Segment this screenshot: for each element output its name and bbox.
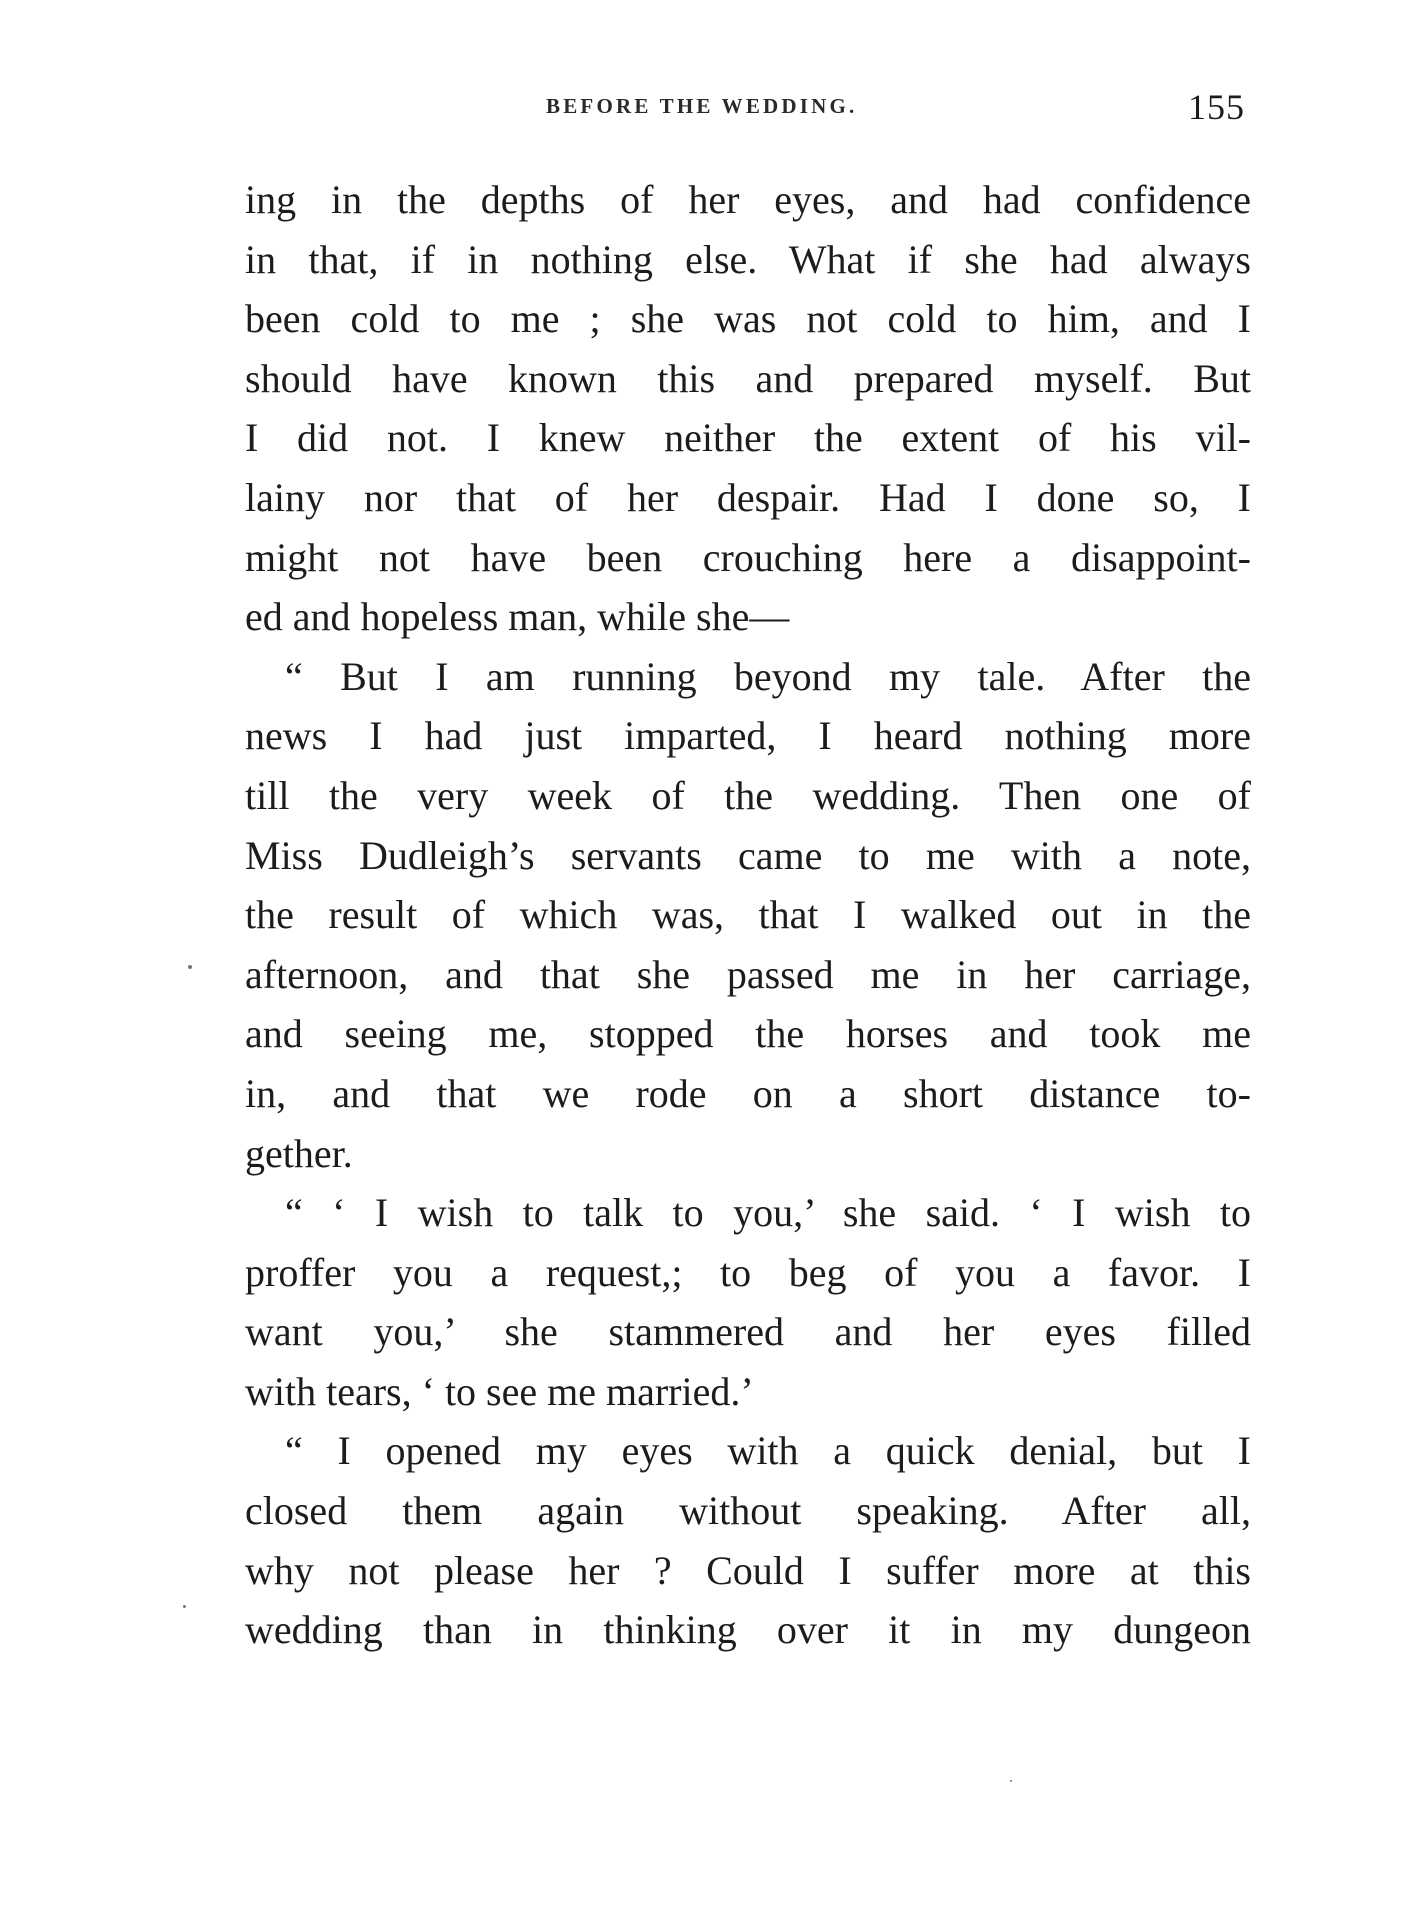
text-line: in, and that we rode on a short distance to- [245,1070,1251,1116]
text-line: “ ‘ I wish to talk to you,’ she said. ‘ I wish to [285,1190,1251,1236]
text-line: want you,’ she stammered and her eyes filled [245,1309,1251,1355]
page-number: 155 [1188,87,1245,127]
text-line: closed them again without speaking. After all, [245,1488,1251,1534]
text-line: gether. [245,1130,353,1176]
text-line: “ I opened my eyes with a quick denial, but I [285,1428,1251,1474]
text-line: should have known this and prepared myself. But [245,355,1251,401]
scan-speck [1010,1780,1012,1782]
text-line: and seeing me, stopped the horses and took me [245,1011,1251,1057]
scan-speck [188,965,192,969]
text-line: Miss Dudleigh’s servants came to me with a note, [245,832,1251,878]
running-title: BEFORE THE WEDDING. [546,94,858,118]
text-line: in that, if in nothing else. What if she had always [245,236,1251,282]
text-line: the result of which was, that I walked out in the [245,892,1251,938]
text-line: ing in the depths of her eyes, and had confidence [245,177,1251,222]
text-line: “ But I am running beyond my tale. After the [285,653,1251,699]
text-line: news I had just imparted, I heard nothing more [245,713,1251,759]
text-line: wedding than in thinking over it in my dungeon [245,1607,1251,1653]
text-line: ed and hopeless man, while she— [245,594,790,640]
text-line: proffer you a request,; to beg of you a favor. I [245,1249,1251,1295]
text-line: might not have been crouching here a disappoint- [245,534,1251,580]
text-line: with tears, ‘ to see me married.’ [245,1368,754,1414]
running-head [0,88,1408,128]
scan-speck [183,1605,186,1608]
text-line: why not please her ? Could I suffer more at this [245,1547,1251,1593]
body-text [245,170,1251,1660]
text-line: lainy nor that of her despair. Had I done so, I [245,474,1251,520]
text-line: afternoon, and that she passed me in her carriage, [245,951,1251,997]
text-line: been cold to me ; she was not cold to him, and I [245,296,1251,342]
text-line: till the very week of the wedding. Then one of [245,772,1251,818]
text-line: I did not. I knew neither the extent of his vil- [245,415,1251,461]
